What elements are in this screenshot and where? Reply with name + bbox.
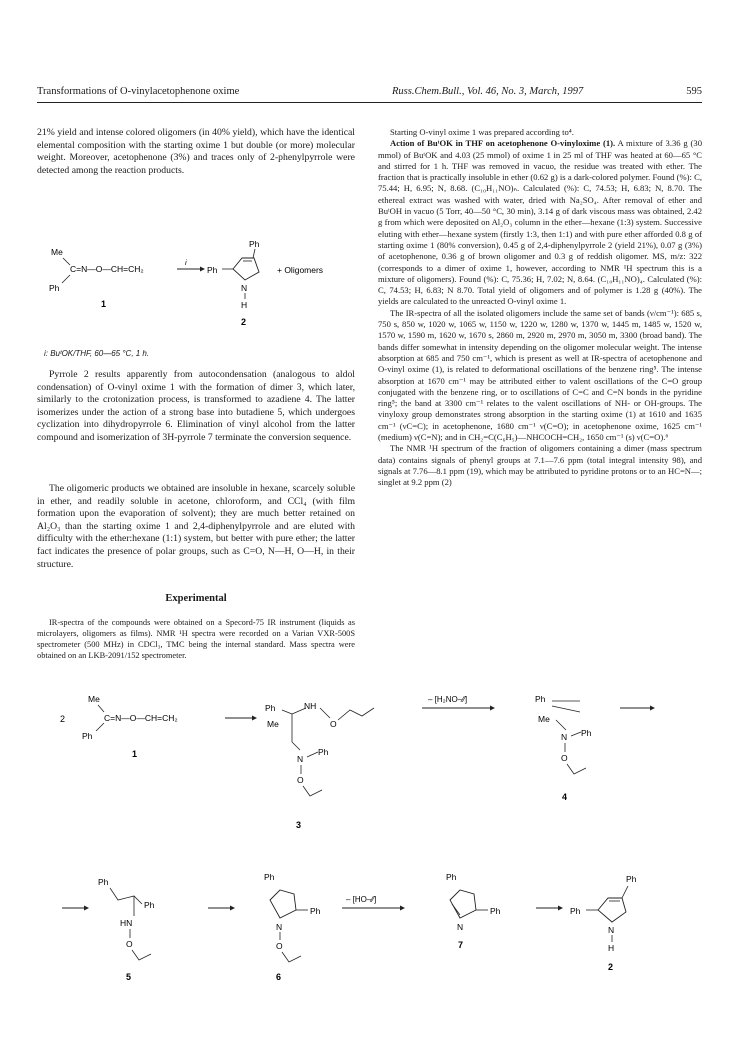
s5-ph: Ph — [98, 877, 109, 887]
label-3: 3 — [296, 820, 302, 830]
page-number: 595 — [686, 86, 702, 97]
s6-n: N — [276, 922, 283, 932]
s7-ph2: Ph — [490, 906, 501, 916]
s3-me: Me — [267, 719, 279, 729]
right-column — [378, 127, 702, 489]
bond — [96, 723, 104, 731]
left-para-3-text: The oligomeric products we obtained are insoluble in hexane, scarcely soluble in ether, and readily soluble in acetone, chloroform, and CCl₄ (with film formation upon the evaporation of solvent); they are much better retained on Al₂O₃ than the starting oxime 1 and 2,4-diphenylpyrrole and are eluted with difficulty with the ether:hexane (1:1) system, but better with pure ether; the latter fact indicates the presence of polar groups, such as C=O, N—H, O—H, in their structure. — [37, 483, 355, 570]
bond — [292, 742, 300, 750]
arrow-condition-ref: i — [185, 258, 187, 267]
right-para-4: The NMR ¹H spectrum of the fraction of oligomers containing a dimer (mass spectrum data) contains signals of phenyl groups at 7.1—7.6 ppm (total integral intensity 98), and signals at 7.76—8.1 ppm (19), which may be attributed to pyridine protons or to an HC=N—; singlet at 9.2 ppm (2) — [378, 443, 702, 488]
arrow-head — [400, 906, 405, 911]
scheme1-oligomers: + Oligomers — [277, 265, 324, 275]
arrow-head — [200, 267, 205, 272]
bond — [320, 708, 330, 718]
s4-ph: Ph — [535, 694, 546, 704]
bond — [253, 249, 255, 258]
bond — [556, 720, 566, 730]
pyrrole-n: N — [241, 283, 248, 293]
left-para-1-text: 21% yield and intense colored oligomers (in 40% yield), which have the identical elemental composition with the starting oxime 1 but double (or more) molecular weight. Moreover, acetophenone (3%) and traces only of 2-phenylpyrrole were detected among the reaction products. — [37, 127, 355, 176]
bond — [571, 732, 581, 736]
arrow-head — [84, 906, 89, 911]
pyrrole-ph-2: Ph — [207, 265, 218, 275]
s4-ph2: Ph — [581, 728, 592, 738]
label-2: 2 — [608, 962, 614, 972]
s2p-n: N — [608, 925, 615, 935]
diene-bond — [110, 888, 142, 904]
bond — [282, 710, 292, 714]
bond — [63, 258, 70, 265]
vinyl-bond — [132, 950, 151, 960]
s5-ph2: Ph — [144, 900, 155, 910]
section-title: Experimental — [165, 593, 227, 604]
label-7: 7 — [458, 940, 464, 950]
right-para-2: A mixture of 3.36 g (30 mmol) of BuᵗOK and 4.03 (25 mmol) of oxime 1 in 25 ml of THF was heated at 60—65 °C and stirred for 1 h. THF was removed in vacuo, the residue was treated with ether. The fraction that is practically insoluble in ether (0.62 g) is a dark-colored polymer. Found (%): C, 75.44; H, 6.95; N, 8.68. (C₁₀H₁₁NO)ₙ. Calculated (%): C, 74.53; H, 6.83; N, 8.70. The ethereal extract was washed with water, dried with Na₂SO₄. After removal of ether and BuᵗOH in vacuo (5 Torr, 40—50 °C, 30 min), 3.14 g of dark viscous mass was obtained, 2.42 g from which were deposited on Al₂O₃ column in the ether—hexane (1:3) system. Successive eluting with ether—hexane system (firstly 1:3, then 1:1) and with pure ether afforded 0.8 g of starting oxime 1 (80% conversion), 0.45 g of 2,4-diphenylpyrrole 2 (yield 21%), 0.07 g (3%) of acetophenone, 0.36 g of brown oligomer and 0.3 g of reddish oligomer. MS, m/z: 322 (corresponds to a dimer of oxime 1, however, according to NMR ¹H spectrum this is a mixture of oligomers). Found (%): C, 75.36; H, 7.02; N, 8.64. (C₁₀H₁₁NO)₄. Calculated (%): C, 74.53; H, 6.83; N 8.70. Total yield of oligomers and of polymer is 1.28 g (40%). The yields are calculated to the unreacted O-vinyl oxime 1. — [378, 138, 702, 307]
label-5: 5 — [126, 972, 132, 982]
s6-o: O — [276, 941, 283, 951]
label-1: 1 — [132, 749, 138, 759]
right-para-2-title: Action of BuᵗOK in THF on acetophenone O-vinyloxime (1). — [390, 138, 616, 149]
bond — [452, 904, 460, 915]
s5-o: O — [126, 939, 133, 949]
scheme-2 — [60, 690, 700, 980]
arrow-head — [230, 906, 235, 911]
arrow-head — [650, 706, 655, 711]
scheme2-coefficient: 2 — [60, 714, 66, 724]
scheme-1 — [37, 239, 355, 337]
left-para-4-text: IR-spectra of the compounds were obtained on a Specord-75 IR instrument (liquids as microlayers, oligomers as films). NMR ¹H spectra were recorded on a Varian VXR-500S spectrometer (500 MHz) in CDCl₃, TMC being the internal standard. Mass spectra were obtained on an LKB-2091/152 spectrometer. — [37, 618, 355, 660]
s3-ph: Ph — [265, 703, 276, 713]
left-para-4 — [37, 617, 355, 661]
elimination-2: – [HO–⁄⁄] — [346, 895, 377, 904]
s3-o2: O — [297, 775, 304, 785]
label-4: 4 — [562, 792, 568, 802]
s3-n: N — [297, 754, 304, 764]
s2p-h: H — [608, 943, 615, 953]
pyrrolenine-ring — [450, 890, 476, 918]
pyrrole-ph-4: Ph — [249, 239, 260, 249]
dihydropyrrole-ring — [270, 890, 296, 918]
bond — [622, 886, 628, 898]
s3-ph2: Ph — [318, 747, 329, 757]
journal-citation: Russ.Chem.Bull., Vol. 46, No. 3, March, 1997 — [392, 86, 584, 97]
s6-ph2: Ph — [310, 906, 321, 916]
s4-n: N — [561, 732, 568, 742]
left-para-1 — [37, 127, 355, 177]
s2-ph: Ph — [82, 731, 93, 741]
bond — [98, 705, 104, 712]
right-para-1: Starting O-vinyl oxime 1 was prepared according to⁴. — [390, 127, 574, 137]
right-para-3: The IR-spectra of all the isolated oligomers include the same set of bands (ν/cm⁻¹): 685 s, 750 s, 850 w, 1020 w, 1065 w, 1150 w, 1220 w, 1280 w, 1370 w, 1445 m, 1485 w, 1520 w, 1570 w, 1590 m, 1620 w, 1670 s, 2860 m, 2920 m, 2970 m, 3050 m, 3300 (broad band). The bands differ somewhat in intensity depending on the oligomer molecular weight. The intense absorption at 685 and 750 cm⁻¹, which is present as well at IR-spectra of acetophenone and O-vinyl oxime (1), is related to deformational oscillations of the benzene ring⁵. The intense absorption at 1670 cm⁻¹ may be attributed either to valent oscillations of the C=O group conjugated with the benzene ring, or to oscillations of C=C and C=N bonds in the pyridine ring⁵; the band at 3300 cm⁻¹ relates to the valent oscillations of NH- or OH-groups. The vinyloxy group demonstrates strong absorption in the starting oxime (1) at 1610 and 1635 cm⁻¹ (νC=C); in acetophenone, 1680 cm⁻¹ ν(C=O); in acetophenone oxime, 1625 cm⁻¹ (medium) ν(C=N); and in CH₂=C(C₆H₅)—NHCOCH=CH₂, 1650 cm⁻¹ (s) ν(C=O).⁶ — [378, 307, 702, 443]
label-6: 6 — [276, 972, 282, 982]
left-para-2-text: Pyrrole 2 results apparently from autocondensation (analogous to aldol condensation) of O-vinyl oxime 1 with the formation of dimer 3, which later, similarly to the crotonization process, is transformed to azadiene 4. The latter isomerizes under the action of a strong base into butadiene 5, which undergoes cyclization into dihydropyrrole 6. Elimination of vinyl alcohol from the latter compound and isomerization of 3H-pyrrole 7 terminate the conversion sequence. — [37, 369, 355, 443]
s4-me: Me — [538, 714, 550, 724]
s7-ph: Ph — [446, 872, 457, 882]
pyrrole-ring — [598, 898, 626, 922]
s6-ph: Ph — [264, 872, 275, 882]
elimination-1: – [H₂NO–⁄⁄] — [428, 695, 468, 704]
s2-chain: C=N—O—CH=CH₂ — [104, 713, 178, 723]
vinyl-bond — [567, 764, 586, 774]
s5-hn: HN — [120, 918, 133, 928]
s4-o: O — [561, 753, 568, 763]
bond — [62, 275, 70, 283]
s2-me: Me — [88, 694, 100, 704]
arrow-head — [490, 706, 495, 711]
s3-o: O — [330, 719, 337, 729]
vinyl-bond — [282, 952, 301, 962]
scheme1-ph: Ph — [49, 283, 60, 293]
compound-label: 2 — [241, 317, 247, 327]
bond — [307, 752, 318, 757]
s3-nh: NH — [304, 701, 317, 711]
running-header — [37, 86, 702, 103]
header-title: Transformations of O-vinylacetophenone oxime — [37, 86, 240, 97]
arrow-head — [558, 906, 563, 911]
vinyl-bond — [338, 708, 374, 720]
vinyl-bond — [303, 786, 322, 796]
arrow-head — [252, 716, 257, 721]
s2p-ph2: Ph — [626, 874, 637, 884]
scheme1-chain: C=N—O—CH=CH₂ — [70, 264, 144, 274]
scheme1-me: Me — [51, 247, 63, 257]
s7-n: N — [457, 922, 464, 932]
left-para-3 — [37, 483, 355, 571]
scheme1-condition: i: BuᵗOK/THF, 60—65 °C, 1 h. — [44, 349, 150, 358]
pyrrole-h: H — [241, 300, 248, 310]
bond — [552, 706, 580, 712]
left-para-2 — [37, 369, 355, 445]
compound-label: 1 — [101, 299, 107, 309]
s2p-ph: Ph — [570, 906, 581, 916]
